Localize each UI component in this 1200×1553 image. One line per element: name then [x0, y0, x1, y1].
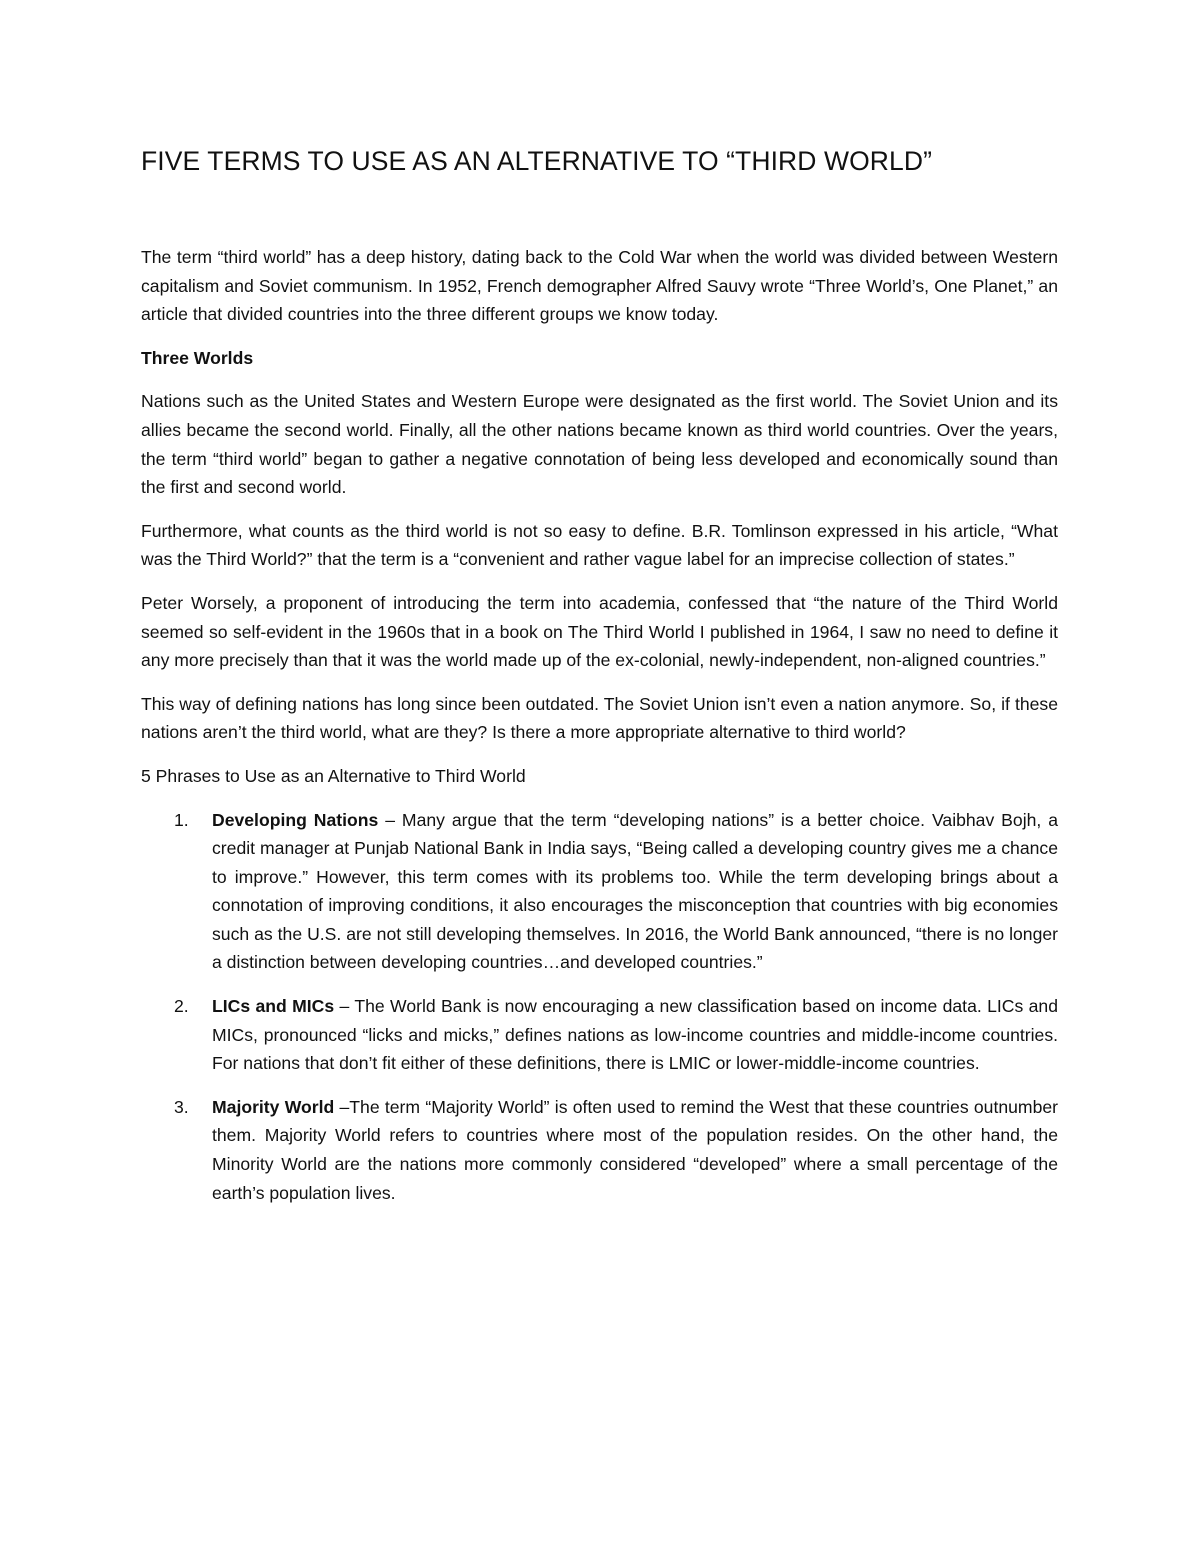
list-item [141, 992, 1058, 1078]
body-paragraph: This way of defining nations has long since been outdated. The Soviet Union isn’t even a nation anymore. So, if these nations aren’t the third world, what are they? Is there a more appropriate alternative to third world? [141, 693, 1058, 743]
terms-list [141, 806, 1058, 1208]
list-item-term: Majority World [212, 1096, 335, 1117]
list-item [141, 806, 1058, 978]
list-item-text: –The term “Majority World” is often used to remind the West that these countries outnumber them. Majority World refers to countries where most of the population resides. On the other hand, the Minority World are the nations more commonly considered “developed” where a small percentage of the earth’s population lives. [212, 1096, 1058, 1203]
list-item-number: 3. [174, 1096, 189, 1117]
list-item-text: – The World Bank is now encouraging a new classification based on income data. LICs and MICs, pronounced “licks and micks,” defines nations as low-income countries and middle-income countries. For nations that don’t fit either of these definitions, there is LMIC or lower-middle-income countries. [212, 996, 1058, 1074]
list-item-term: Developing Nations [212, 809, 379, 830]
phrases-heading: 5 Phrases to Use as an Alternative to Third World [141, 765, 526, 786]
list-item-text: – Many argue that the term “developing nations” is a better choice. Vaibhav Bojh, a credit manager at Punjab National Bank in India says, “Being called a developing country gives me a chance to improve.” However, this term comes with its problems too. While the term developing brings about a connotation of improving conditions, it also encourages the misconception that countries with big economies such as the U.S. are not still developing themselves. In 2016, the World Bank announced, “there is no longer a distinction between developing countries…and developed countries.” [212, 809, 1059, 973]
document-body [141, 243, 1058, 1222]
body-paragraph: Furthermore, what counts as the third world is not so easy to define. B.R. Tomlinson expressed in his article, “What was the Third World?” that the term is a “convenient and rather vague label for an imprecise collection of states.” [141, 520, 1058, 570]
intro-paragraph: The term “third world” has a deep history, dating back to the Cold War when the world was divided between Western capitalism and Soviet communism. In 1952, French demographer Alfred Sauvy wrote “Three World’s, One Planet,” an article that divided countries into the three different groups we know today. [141, 247, 1058, 325]
body-paragraph: Nations such as the United States and Western Europe were designated as the first world. The Soviet Union and its allies became the second world. Finally, all the other nations became known as third world countries. Over the years, the term “third world” began to gather a negative connotation of being less developed and economically sound than the first and second world. [141, 391, 1058, 498]
document-title: FIVE TERMS TO USE AS AN ALTERNATIVE TO “THIRD WORLD” [141, 146, 933, 176]
list-item-number: 2. [174, 996, 189, 1017]
list-item [141, 1093, 1058, 1207]
body-paragraph: Peter Worsely, a proponent of introducing the term into academia, confessed that “the nature of the Third World seemed so self-evident in the 1960s that in a book on The Third World I published in 1964, I saw no need to define it any more precisely than that it was the world made up of the ex-colonial, newly-independent, non-aligned countries.” [141, 592, 1058, 671]
list-item-number: 1. [174, 809, 189, 830]
list-item-term: LICs and MICs [212, 996, 335, 1017]
section-heading: Three Worlds [141, 347, 254, 368]
